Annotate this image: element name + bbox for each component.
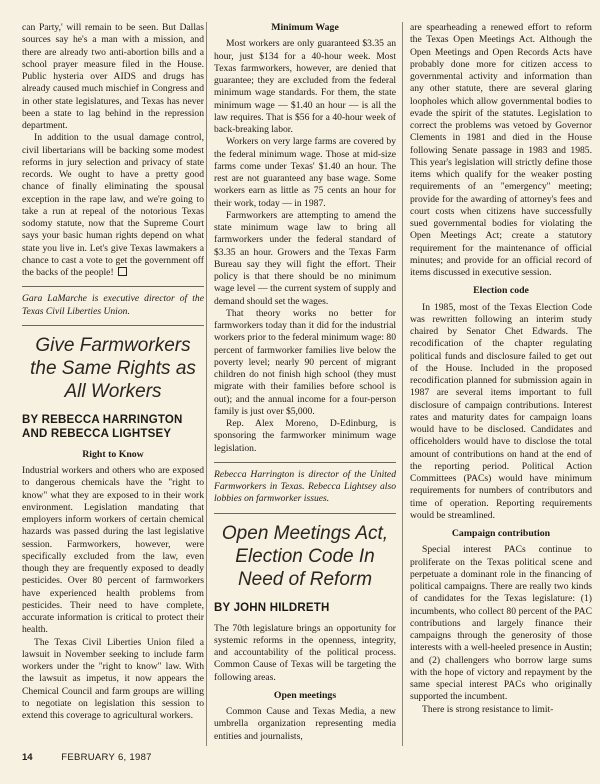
section-subhead: Election code (473, 285, 529, 297)
issue-date: FEBRUARY 6, 1987 (61, 752, 152, 763)
section-subhead: Right to Know (82, 448, 144, 460)
column-rule (402, 22, 403, 746)
body-paragraph: That theory works no better for farmworkers today than it did for the industrial workers prior to the federal minimum wage: 80 percent of farmworker families live below the poverty level; nearly 90 percent of migrant children do not finish high school (they must migrate with their families before school is out); and the annual income for a four-person family is just over $5,000. (214, 307, 396, 417)
body-paragraph: are spearheading a renewed effort to reform the Texas Open Meetings Act. Although the Open Meetings and Open Records Acts have probably done more for citizen access to governmental activity and information than any other statute, there are several glaring loopholes which allow governmental bodies to evade the spirit of the statutes. Legislation to correct the problems was vetoed by Governor Clements in 1981 and died in the House following Senate passage in 1983 and 1985. This year's legislation will strictly define those items which qualify for the weaker posting requirements of an "emergency" meeting; provide for the awarding of attorney's fees and court costs when citizens have successfully sued governmental bodies for violating the Open Meetings Act; create a statutory requirement for the maintenance of official minutes; and provide for an official record of items discussed in executive session. (410, 22, 592, 278)
body-paragraph: Most workers are only guaranteed $3.35 an hour, just $134 for a 40-hour week. Most Texas farmworkers, however, are denied that guarantee; they are excluded from the federal minimum wage standards. For them, the state minimum wage — $1.40 an hour — is all the law requires. That is $56 for a 40-hour week of back-breaking labor. (214, 38, 396, 135)
page-footer (22, 752, 152, 763)
column-left (22, 22, 204, 722)
body-paragraph: The Texas Civil Liberties Union filed a lawsuit in November seeking to include farm workers under the "right to know" law. With the lawsuit as impetus, it now appears the Chemical Council and farm groups are willing to negotiate on legislation this session to extend this coverage to agricultural workers. (22, 636, 204, 721)
article-byline: BY REBECCA HARRINGTON AND REBECCA LIGHTSEY (22, 413, 183, 440)
divider (214, 513, 396, 514)
body-paragraph: Common Cause and Texas Media, a new umbrella organization representing media entities and journalists, (214, 706, 396, 742)
body-paragraph: Workers on very large farms are covered by the federal minimum wage. Those at mid-size farms come under Texas' $1.40 an hour. The rest are not guaranteed any base wage. Some workers earn as little as 75 cents an hour for their work, today — in 1987. (214, 136, 396, 209)
body-paragraph: In addition to the usual damage control, civil libertarians will be backing some modest reforms in jury selection and privacy of state records. We ought to have a pretty good chance of finally eliminating the spousal exception in the rape law, and we're going to take a run at repeal of the notorious Texas sodomy statute, now that the Supreme Court says your basic human rights depend on what state you live in. Let's give Texas lawmakers a chance to cast a vote to get the government off the backs of the people! (22, 132, 204, 278)
author-note: Rebecca Harrington is director of the United Farmworkers in Texas. Rebecca Lightsey also lobbies on farmworker issues. (214, 468, 396, 505)
body-paragraph: Rep. Alex Moreno, D-Edinburg, is sponsoring the farmworker minimum wage legislation. (214, 418, 396, 454)
end-of-article-mark (118, 267, 127, 276)
body-paragraph: There is strong resistance to limit- (422, 703, 554, 715)
column-middle (214, 22, 396, 743)
body-paragraph: In 1985, most of the Texas Election Code was rewritten following an interim study chaired by Senator Chet Edwards. The recodification of the chapter regulating political funds and disclosure failed to get out of the House. Included in the proposed recodification planned for submission again in 1987 are several items important to full disclosure of campaign contributions. Interest rates and maturity dates for campaign loans would have to be disclosed. Candidates and officeholders would have to disclose the total amount of contributions on hand at the end of the reporting period. Political Action Committees (PACs) would have minimum requirements for numbers of contributors and time of operation. Reporting requirements would be streamlined. (410, 301, 592, 521)
column-right (410, 22, 592, 716)
body-paragraph: can Party,' will remain to be seen. But Dallas sources say he's a man with a mission, and there are already two anti-abortion bills and a school prayer measure filed in the House. Public hysteria over AIDS and drugs has already caused much mischief in Congress and in other state legislatures, and Texas has never been a state to lag behind in the repression department. (22, 22, 204, 131)
body-paragraph: Special interest PACs continue to proliferate on the Texas political scene and perpetuate a dominant role in the financing of political campaigns. There are really two kinds of candidates for the Texas legislature: (1) incumbents, who collect 80 percent of the PAC contributions and largely finance their campaigns through the generosity of those interests with a well-heeled presence in Austin; and (2) challengers who borrow large sums with the hope of victory and repayment by the same special interest PACs who originally supported the incumbent. (410, 544, 592, 703)
section-subhead: Campaign contribution (451, 528, 551, 539)
body-paragraph: The 70th legislature brings an opportunity for systemic reforms in the openness, integrity, and accountability of the political process. Common Cause of Texas will be targeting the following areas. (214, 622, 396, 683)
page-number: 14 (22, 752, 33, 763)
article-byline: BY JOHN HILDRETH (214, 601, 330, 614)
article-headline: Open Meetings Act, Election Code In Need of Reform (221, 522, 389, 590)
article-headline: Give Farmworkers the Same Rights as All Workers (30, 334, 196, 402)
body-paragraph: Farmworkers are attempting to amend the state minimum wage law to bring all farmworkers under the federal standard of $3.35 an hour. Growers and the Texas Farm Bureau say they will fight the effort. Their policy is that there should be no minimum wage level — the current system of supply and demand should set the wages. (214, 209, 396, 307)
section-subhead: Open meetings (273, 689, 337, 701)
divider (22, 286, 204, 287)
divider (22, 325, 204, 326)
divider (214, 462, 396, 463)
author-note: Gara LaMarche is executive director of the Texas Civil Liberties Union. (22, 293, 204, 317)
section-subhead: Minimum Wage (271, 22, 339, 33)
column-rule (206, 22, 207, 746)
body-paragraph: Industrial workers and others who are exposed to dangerous chemicals have the "right to know" what they are exposed to in their work environment. Legislation mandating that employers inform workers of certain chemical hazards was passed during the last legislative session. Farmworkers, however, were specifically excluded from the law, even though they are frequently exposed to deadly pesticides. Over 80 percent of farmworkers have experienced health problems from pesticides. Their need to have complete, accurate information is critical to protect their health. (22, 465, 204, 636)
